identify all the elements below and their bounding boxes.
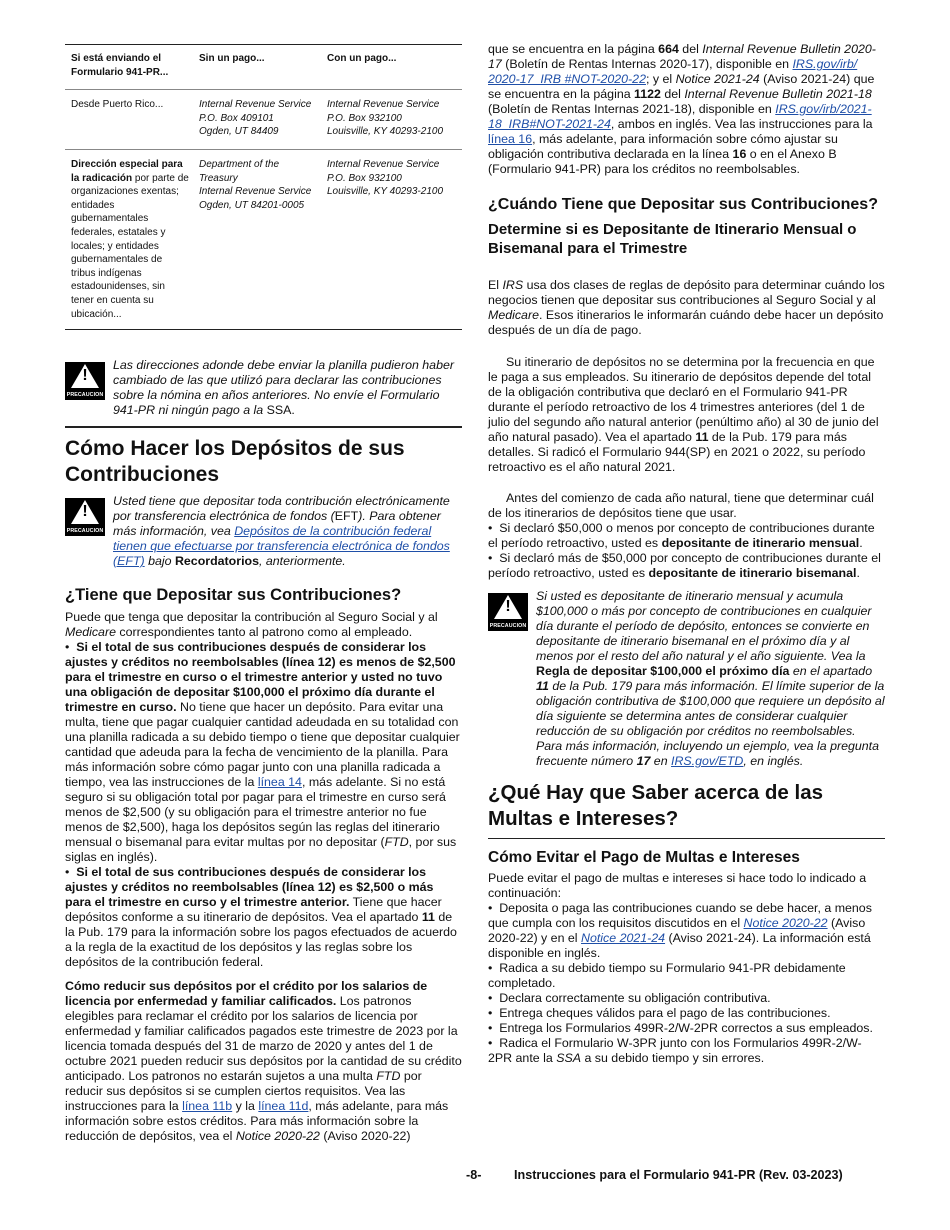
caution-text: Usted tiene que depositar toda contribución electrónicamente por transferencia electrónica de fondos (	[113, 494, 450, 524]
caution-icon: ! PRECAUCION	[488, 593, 528, 631]
bullet-item: • Entrega los Formularios 499R-2/W-2PR correctos a sus empleados.	[488, 1021, 873, 1035]
address-line: Internal Revenue Service	[327, 99, 440, 111]
caution-text: ). Para obtener más información, vea	[113, 509, 441, 539]
caution-text: , anteriormente.	[258, 554, 346, 569]
page-number: -8-	[466, 1168, 482, 1182]
deposits-section	[65, 426, 462, 569]
table-cell	[65, 149, 193, 329]
bullet-item: • Si el total de sus contribuciones después de considerar los ajustes y créditos no reembolsables (línea 12) es menos de $2,500 para el trimestre en curso o el trimestre anterior y usted no tuvo una obligación de depositar $100,000 el próximo día durante el trimestre en curso. No tiene que hacer un depósito. Para evitar una multa, tiene que pagar cualquier cantidad adeudada en su totalidad con una planilla radicada a su debido tiempo o tiene que depositar cualquier cantidad que adeuda para la fecha de vencimiento de la planilla. Para más información sobre cómo pagar junto con una planilla radicada a tiempo, vea las instrucciones de la línea 14, más adelante. Si no está seguro si su obligación total por pagar para el trimestre en curso será menos de $2,500 (y su obligación para el trimestre anterior no fue menos de $2,500), haga los depósitos según las reglas del itinerario mensual o bisemanal para evitar multas por no depositar (FTD, por sus siglas en inglés).	[65, 640, 460, 865]
right-column	[488, 42, 885, 1066]
bullet-item: • Radica a su debido tiempo su Formulario 941-PR debidamente completado.	[488, 961, 846, 990]
irb-2021-18-link[interactable]: IRS.gov/irb/2021-18_IRB#NOT-2021-24	[488, 102, 872, 131]
paragraph: Antes del comienzo de cada año natural, tiene que determinar cuál de los itinerarios de depósitos tiene que usar.	[488, 491, 874, 520]
irb-2020-17-link[interactable]: IRS.gov/irb/ 2020-17_IRB #NOT-2020-22	[488, 57, 858, 86]
address-line: Department of the Treasury	[199, 158, 280, 184]
bullet-item: • Si declaró $50,000 o menos por concepto de contribuciones durante el período retroactivo, usted es depositante de itinerario mensual.	[488, 521, 875, 550]
address-line: Ogden, UT 84201-0005	[199, 199, 305, 211]
table-row	[65, 149, 462, 329]
notice-2020-22-link[interactable]: Notice 2020-22	[743, 916, 828, 930]
table-header: Sin un pago...	[193, 45, 321, 90]
caution-text: EFT	[334, 509, 359, 524]
table-cell	[321, 149, 462, 329]
table-header: Si está enviando el Formulario 941-PR...	[65, 45, 193, 90]
paragraph: Cómo reducir sus depósitos por el crédito por los salarios de licencia por enfermedad y familiar calificados. Los patronos elegibles para reclamar el crédito por los salarios de licencia por enfermedad y familiar calificados pagados este trimestre de 2023 por la licencia tomada después del 31 de marzo de 2020 y antes del 1 de octubre 2021 pueden reducir sus depósitos por la cantidad de su crédito anticipado. Los patronos no estarán sujetos a una multa FTD por reducir sus depósitos si se cumplen ciertos requisitos. Vea las instrucciones para la línea 11b y la línea 11d, más adelante, para más información sobre estos créditos. Para más información sobre la reducción de depósitos, vea el Notice 2020-22 (Aviso 2020-22)	[65, 979, 462, 1144]
address-line: Internal Revenue Service	[327, 158, 440, 170]
subsection-subtitle: Determine si es Depositante de Itinerario Mensual o Bisemanal para el Trimestre	[488, 221, 857, 257]
address-line: Ogden, UT 84409	[199, 126, 279, 138]
address-line: P.O. Box 409101	[199, 112, 274, 124]
caution-note: ! PRECAUCION Si usted es depositante de itinerario mensual y acumula $100,000 o más por concepto de contribuciones en cualquier día durante el período de depósito, entonces se convierte en depositante de itinerario bisemanal en el próximo día y al menos por el resto del año natural y el año siguiente. Vea la Regla de depositar $100,000 el próximo día en el apartado 11 de la Pub. 179 para más información. El límite superior de la obligación contributiva de $100,000 que requiere un depósito al día siguiente se determina antes de considerar cualquier reducción de su obligación por créditos no reembolsables. Para más información, incluyendo un ejemplo, vea la pregunta frecuente número 17 en IRS.gov/ETD, en inglés.	[489, 589, 885, 768]
address-line: Louisville, KY 40293-2100	[327, 126, 444, 138]
left-column	[65, 40, 462, 1144]
caution-note	[65, 494, 462, 569]
footer-title: Instrucciones para el Formulario 941-PR (Rev. 03-2023)	[514, 1168, 843, 1182]
table-cell: Desde Puerto Rico...	[71, 99, 164, 111]
section-title: ¿Qué Hay que Saber acerca de las Multas e Intereses?	[488, 781, 823, 830]
address-line: Internal Revenue Service	[199, 99, 312, 111]
bullet-item: • Radica el Formulario W-3PR junto con los Formularios 499R-2/W-2PR ante la SSA a su debido tiempo y sin errores.	[488, 1036, 862, 1065]
table-header-row	[65, 45, 462, 90]
table-cell	[193, 149, 321, 329]
subsection-title: Cómo Evitar el Pago de Multas e Intereses	[488, 849, 800, 866]
bullet-item: • Entrega cheques válidos para el pago de las contribuciones.	[488, 1006, 831, 1020]
cell-text: por parte de organizaciones exentas; entidades gubernamentales federales, estatales y locales; y entidades gubernamentales de tribus indígenas estadounidenses, sin tener en cuenta su ubicación...	[71, 172, 189, 320]
caution-text: Las direcciones adonde debe enviar la planilla pudieron haber cambiado de las que utilizó para declarar las contribuciones sobre la nómina en años anteriores. No envíe el Formulario 941-PR ni ningún pago a la	[113, 358, 454, 418]
penalties-subsection	[488, 838, 885, 867]
irs-etd-link[interactable]: IRS.gov/ETD	[671, 754, 744, 768]
notice-2021-24-link[interactable]: Notice 2021-24	[581, 931, 666, 945]
caution-text: bajo	[144, 554, 175, 569]
bullet-item: • Declara correctamente su obligación contributiva.	[488, 991, 771, 1005]
line-14-link[interactable]: línea 14	[257, 775, 302, 790]
mailing-address-table	[65, 44, 462, 330]
caution-bold: Recordatorios	[174, 554, 259, 569]
line-11d-link[interactable]: línea 11d	[258, 1099, 309, 1114]
section-title: Cómo Hacer los Depósitos de sus Contribuciones	[65, 437, 405, 487]
eft-deposits-link[interactable]: Depósitos de la contribución federal tienen que efectuarse por transferencia electrónica de fondos (EFT)	[113, 524, 450, 569]
subsection-title: ¿Tiene que Depositar sus Contribuciones?	[65, 586, 402, 605]
address-line: P.O. Box 932100	[327, 112, 402, 124]
table-cell	[193, 90, 321, 150]
address-line: Internal Revenue Service	[199, 186, 312, 198]
paragraph: Su itinerario de depósitos no se determina por la frecuencia en que le paga a sus empleados. Su itinerario de depósitos depende del total de la obligación contributiva que declaró en el Formulario 941-PR durante el período retroactivo de los 4 trimestres anteriores (del 1 de julio del segundo año natural anterior (penúltimo año) al 30 de junio del año natural pasado). Vea el apartado 11 de la Pub. 179 para más detalles. Si radicó el Formulario 944(SP) en 2021 o 2022, su período retroactivo es el año natural 2021.	[488, 355, 879, 474]
paragraph: que se encuentra en la página 664 del Internal Revenue Bulletin 2020-17 (Boletín de Rentas Internas 2020-17), disponible en IRS.gov/irb/ 2020-17_IRB #NOT-2020-22; y el Notice 2021-24 (Aviso 2021-24) que se encuentra en la página 1122 del Internal Revenue Bulletin 2021-18 (Boletín de Rentas Internas 2021-18), disponible en IRS.gov/irb/2021-18_IRB#NOT-2021-24, ambos en inglés. Vea las instrucciones para la línea 16, más adelante, para información sobre cómo ajustar su obligación contributiva declarada en la línea 16 o en el Anexo B (Formulario 941-PR) para los créditos no reembolsables.	[488, 42, 876, 176]
bullet-item: • Si el total de sus contribuciones después de considerar los ajustes y créditos no reembolsables (línea 12) es $2,500 o más para el trimestre en curso y el trimestre anterior. Tiene que hacer depósitos conforme a su itinerario de depósitos. Vea el apartado 11 de la Pub. 179 para la información sobre los pagos efectuados de acuerdo a la regla de la exactitud de los depósitos y las reglas sobre los depósitos de la contribución federal.	[65, 865, 457, 970]
caution-note	[65, 358, 462, 418]
paragraph: El IRS usa dos clases de reglas de depósito para determinar cuándo los negocios tienen que depositar sus contribuciones al Seguro Social y al Medicare. Esos itinerarios le informarán cuándo debe hacer un depósito después de un día de pago.	[488, 278, 885, 337]
bullet-item: • Si declaró más de $50,000 por concepto de contribuciones durante el período retroactivo, usted es depositante de itinerario bisemanal.	[488, 551, 881, 580]
cell-bold: Dirección especial para la radicación	[71, 158, 183, 184]
table-header: Con un pago...	[321, 45, 462, 90]
caution-icon: ! PRECAUCION	[65, 498, 105, 536]
caution-icon: ! PRECAUCION	[65, 362, 105, 400]
address-line: Louisville, KY 40293-2100	[327, 186, 444, 198]
table-cell	[321, 90, 462, 150]
bullet-item: • Deposita o paga las contribuciones cuando se debe hacer, a menos que cumpla con los requisitos discutidos en el Notice 2020-22 (Aviso 2020-22) y en el Notice 2021-24 (Aviso 2021-24). La información está disponible en inglés.	[488, 901, 872, 960]
address-line: P.O. Box 932100	[327, 172, 402, 184]
subsection-title: ¿Cuándo Tiene que Depositar sus Contribuciones?	[488, 196, 878, 213]
line-11b-link[interactable]: línea 11b	[182, 1099, 233, 1114]
paragraph: Puede que tenga que depositar la contribución al Seguro Social y al Medicare correspondientes tanto al patrono como al empleado.	[65, 610, 438, 640]
caution-text: SSA.	[263, 403, 295, 418]
paragraph: Puede evitar el pago de multas e intereses si hace todo lo indicado a continuación:	[488, 871, 867, 900]
line-16-link[interactable]: línea 16	[488, 132, 533, 146]
table-row	[65, 90, 462, 150]
